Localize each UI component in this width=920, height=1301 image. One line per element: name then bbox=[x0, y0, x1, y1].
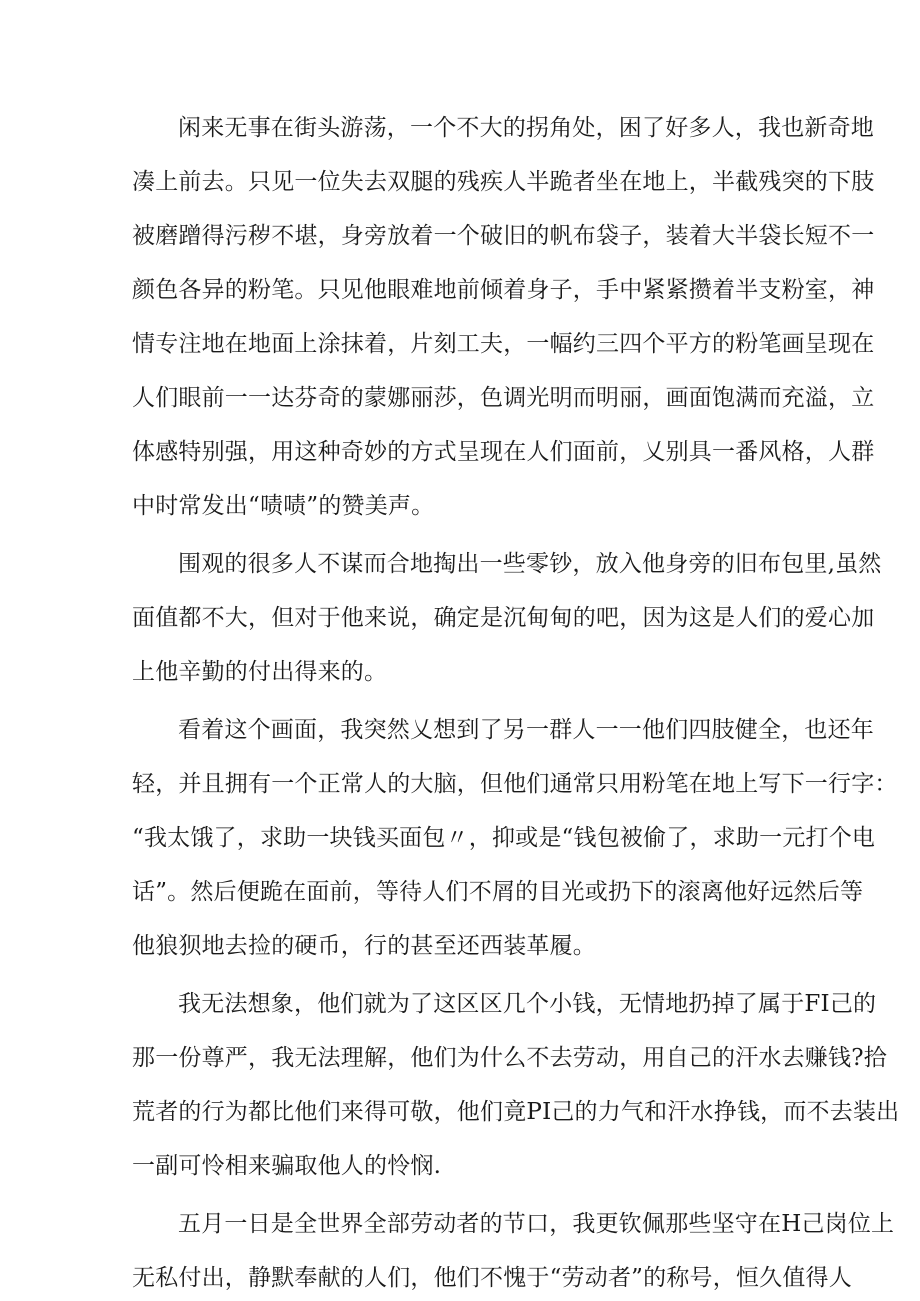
paragraph-3-line-1: 看着这个画面，我突然乂想到了另一群人一一他们四肢健全，也还年 bbox=[178, 717, 874, 743]
paragraph-1-line-3: 被磨蹭得污秽不堪，身旁放着一个破旧的帆布袋子，装着大半袋长短不一 bbox=[132, 223, 875, 249]
paragraph-1-line-7: 体感特别强，用这种奇妙的方式呈现在人们面前，乂别具一番风格，人群 bbox=[132, 439, 875, 465]
paragraph-1-line-4: 颜色各异的粉笔。只见他眼难地前倾着身子，手中紧紧攒着半支粉室，神 bbox=[132, 277, 875, 303]
paragraph-3-line-2: 轻，并且拥有一个正常人的大脑，但他们通常只用粉笔在地上写下一行字： bbox=[132, 771, 898, 797]
paragraph-1-line-5: 情专注地在地面上涂抹着，片刻工夫，一幅约三四个平方的粉笔画呈现在 bbox=[132, 331, 875, 357]
paragraph-4-line-3: 荒者的行为都比他们来得可敬，他们竟PI己的力气和汗水挣钱，而不去装出 bbox=[132, 1099, 900, 1125]
paragraph-4-line-4: 一副可怜相来骗取他人的怜悯. bbox=[132, 1153, 442, 1179]
paragraph-2-line-2: 面值都不大，但对于他来说，确定是沉甸甸的吧，因为这是人们的爱心加 bbox=[132, 605, 875, 631]
paragraph-4-line-2: 那一份尊严，我无法理解，他们为什么不去劳动，用自己的汗水去赚钱?拾 bbox=[132, 1045, 887, 1071]
paragraph-5-line-1: 五月一日是全世界全部劳动者的节口，我更钦佩那些坚守在H己岗位上 bbox=[178, 1211, 895, 1237]
paragraph-1-line-2: 凑上前去。只见一位失去双腿的残疾人半跪者坐在地上，半截残突的下肢 bbox=[132, 169, 875, 195]
paragraph-5-line-2: 无私付出，静默奉献的人们，他们不愧于“劳动者”的称号，恒久值得人 bbox=[132, 1265, 852, 1291]
paragraph-2-line-3: 上他辛勤的付出得来的。 bbox=[132, 659, 388, 685]
paragraph-1-line-8: 中时常发出“啧啧”的赞美声。 bbox=[132, 493, 435, 519]
paragraph-4-line-1: 我无法想象，他们就为了这区区几个小钱，无情地扔掉了属于FI己的 bbox=[178, 991, 877, 1017]
paragraph-3-line-5: 他狼狈地去捡的硬币，行的甚至还西装革履。 bbox=[132, 933, 596, 959]
paragraph-3-line-4: 话”。然后便跪在面前，等待人们不屑的目光或扔下的滚离他好远然后等 bbox=[132, 879, 864, 905]
paragraph-1-line-1: 闲来无事在街头游荡，一个不大的拐角处，困了好多人，我也新奇地 bbox=[178, 115, 874, 141]
paragraph-3-line-3: “我太饿了，求助一块钱买面包〃，抑或是“钱包被偷了，求助一元打个电 bbox=[132, 825, 876, 851]
paragraph-2-line-1: 围观的很多人不谋而合地掏出一些零钞，放入他身旁的旧布包里,虽然 bbox=[178, 551, 882, 577]
paragraph-1-line-6: 人们眼前一一达芬奇的蒙娜丽莎，色调光明而明丽，画面饱满而充溢，立 bbox=[132, 385, 875, 411]
